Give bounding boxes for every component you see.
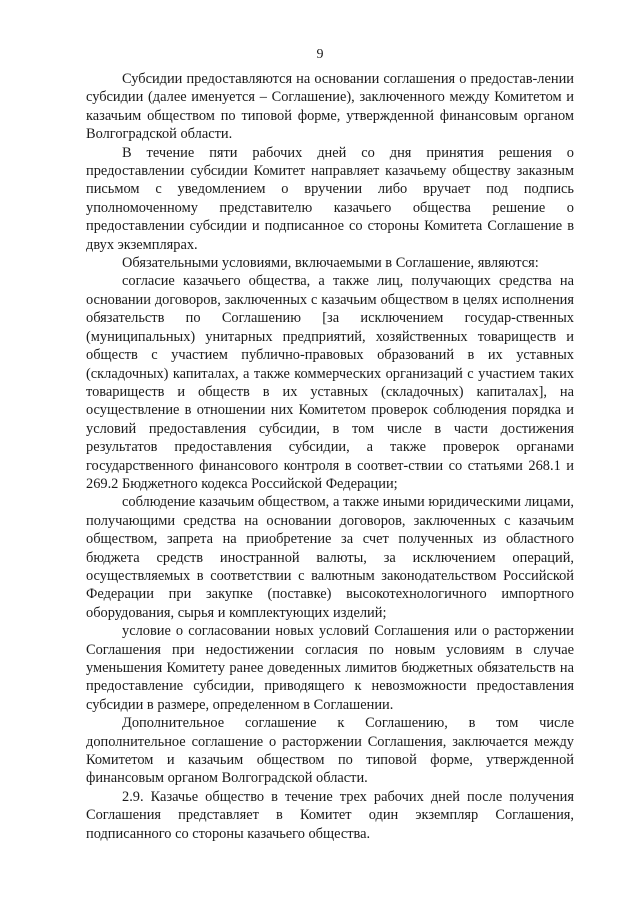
paragraph-supplementary-agreement: Дополнительное соглашение к Соглашению, в том числе дополнительное соглашение о расторжении Соглашения, заключается между Комитетом и казачьим обществом по типовой форме, утвержденной финансовым органом Волгоградской области. xyxy=(86,715,574,787)
paragraph-decision-notice: В течение пяти рабочих дней со дня принятия решения о предоставлении субсидии Комитет направляет казачьему обществу заказным письмом с уведомлением о вручении либо вручает под подпись уполномоченному представителю казачьего общества решение о предоставлении субсидии и подписанное со стороны Комитета Соглашение в двух экземплярах. xyxy=(86,144,574,253)
paragraph-consent-to-audits: согласие казачьего общества, а также лиц, получающих средства на основании договоров, заключенных с казачьим обществом в целях исполнения обязательств по Соглашению [за исключением государ-ственных (муниципальных) унитарных предприятий, хозяйственных товариществ и обществ с участием публично-правовых образований в их уставных (складочных) капиталах, а также коммерческих организаций с участием таких товариществ и обществ в их уставных (складочных) капиталах], на осуществление в отношении них Комитетом проверок соблюдения порядка и условий предоставления субсидии, в том числе в части достижения результатов предоставления субсидии, а также проверок органами государственного финансового контроля в соответ-ствии со статьями 268.1 и 269.2 Бюджетного кодекса Российской Федерации; xyxy=(86,273,574,492)
paragraph-clause-2-9: 2.9. Казачье общество в течение трех рабочих дней после получения Соглашения представляет в Комитет один экземпляр Соглашения, подписанного со стороны казачьего общества. xyxy=(86,788,574,842)
paragraph-mandatory-conditions: Обязательными условиями, включаемыми в Соглашение, являются: xyxy=(122,255,539,272)
page-number: 9 xyxy=(316,47,324,62)
paragraph-subsidy-basis: Субсидии предоставляются на основании соглашения о предостав-лении субсидии (далее именуется – Соглашение), заключенного между Комитетом и казачьим обществом по типовой форме, утвержденной финансовым органом Волгоградской области. xyxy=(86,71,574,143)
paragraph-new-terms-condition: условие о согласовании новых условий Соглашения или о расторжении Соглашения при недостижении согласия по новым условиям в случае уменьшения Комитету ранее доведенных лимитов бюджетных обязательств на предоставление субсидии, приводящего к невозможности предоставления субсидии в размере, определенном в Соглашении. xyxy=(86,623,574,713)
paragraph-currency-ban: соблюдение казачьим обществом, а также иными юридическими лицами, получающими средства на основании договоров, заключенных с казачьим обществом, запрета на приобретение за счет полученных из областного бюджета средств иностранной валюты, за исключением операций, осуществляемых в соответствии с валютным законодательством Российской Федерации при закупке (поставке) высокотехнологичного импортного оборудования, сырья и комплектующих изделий; xyxy=(86,494,574,621)
document-body xyxy=(86,70,574,843)
